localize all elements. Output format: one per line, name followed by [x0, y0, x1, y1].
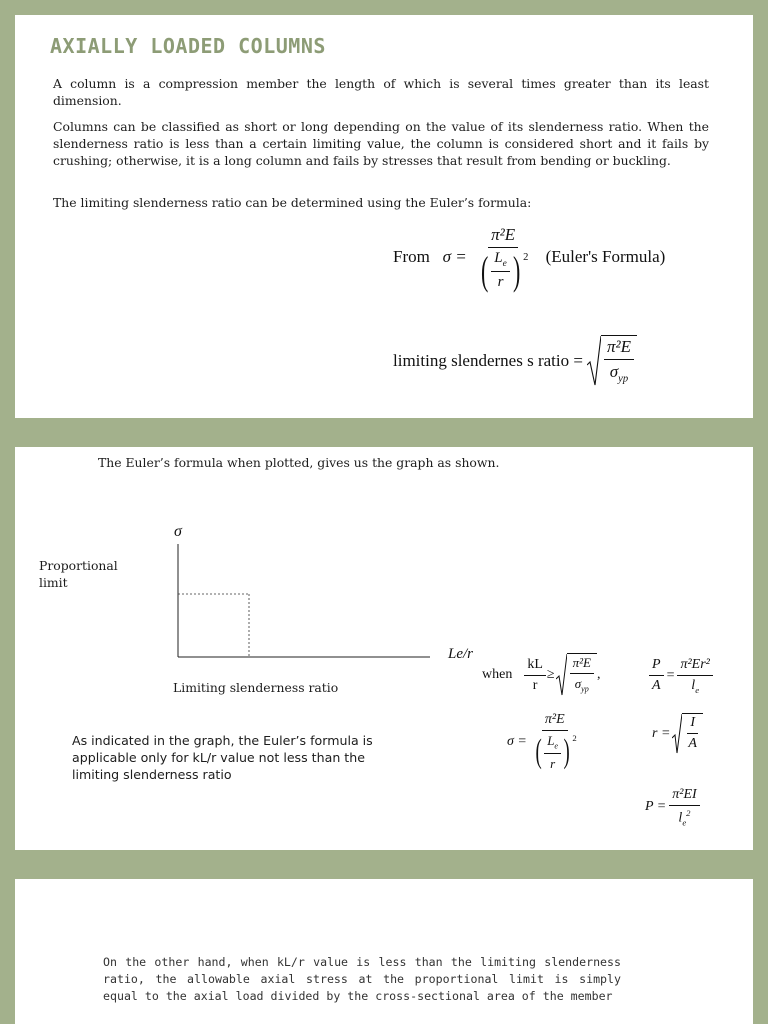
sqrt-sign: $\frac{\text{π²E}}{\sigma_{yp}}$ [587, 335, 637, 387]
definition-paragraph: A column is a compression member the length of which is several times greater than its least dimension. [53, 76, 709, 108]
euler-fraction [475, 225, 531, 291]
slide-title: AXIALLY LOADED COLUMNS [50, 34, 326, 58]
radius-of-gyration-formula: r = $\frac{I}{A}$ [652, 713, 703, 755]
limiting-slenderness-formula [393, 335, 637, 387]
classification-paragraph: Columns can be classified as short or long depending on the value of its slenderness ratio. When the slenderness ratio is less than a certain limiting value, the column is considered short and it fails by crushing; otherwise, it is a long column and fails by stresses that result from bending or buckling. [53, 119, 709, 168]
formula-label: limiting slendernes s ratio = [393, 351, 583, 370]
fraction-denominator: ( $\frac{L_e}{r}$ ) $^2$ [480, 247, 529, 293]
sigma-formula: σ = π²E ( $\frac{L_e}{r}$ ) $^2$ [507, 712, 577, 771]
formula-lhs: σ = [442, 246, 467, 266]
graph-intro-text: The Euler’s formula when plotted, gives us the graph as shown. [98, 455, 500, 470]
limiting-ratio-label: Limiting slenderness ratio [173, 680, 339, 695]
slide-short-columns [15, 879, 753, 1024]
stress-formula: $\frac{P}{A}$ = $\frac{\text{π²Er²}}{l_e}$ [649, 657, 713, 695]
x-axis-label: Le/r [448, 646, 474, 662]
slide-axially-loaded-columns [15, 15, 753, 418]
fraction-numerator: π²E [488, 225, 518, 248]
applicability-note: As indicated in the graph, the Euler’s formula is applicable only for kL/r value not less than the limiting slenderness ratio [72, 733, 373, 782]
slide-euler-graph [15, 447, 753, 850]
condition-formula: when $\frac{kL}{r}$ ≥ $\frac{\text{π²E}}{\sigma_{yp}}$ , [482, 653, 600, 697]
y-axis-label: σ [174, 523, 182, 540]
short-column-paragraph: On the other hand, when kL/r value is less than the limiting slenderness ratio, the allowable axial stress at the proportional limit is simply equal to the axial load divided by the cross-sectional area of the member [103, 955, 621, 1003]
formula-prefix: From [393, 246, 430, 266]
formula-caption: (Euler's Formula) [545, 246, 666, 266]
critical-load-formula: P = $\frac{\text{π²EI}}{l_e^2}$ [645, 787, 700, 827]
euler-formula [393, 225, 665, 291]
euler-intro-paragraph: The limiting slenderness ratio can be determined using the Euler’s formula: [53, 195, 532, 210]
proportional-limit-label: Proportional limit [39, 558, 118, 590]
